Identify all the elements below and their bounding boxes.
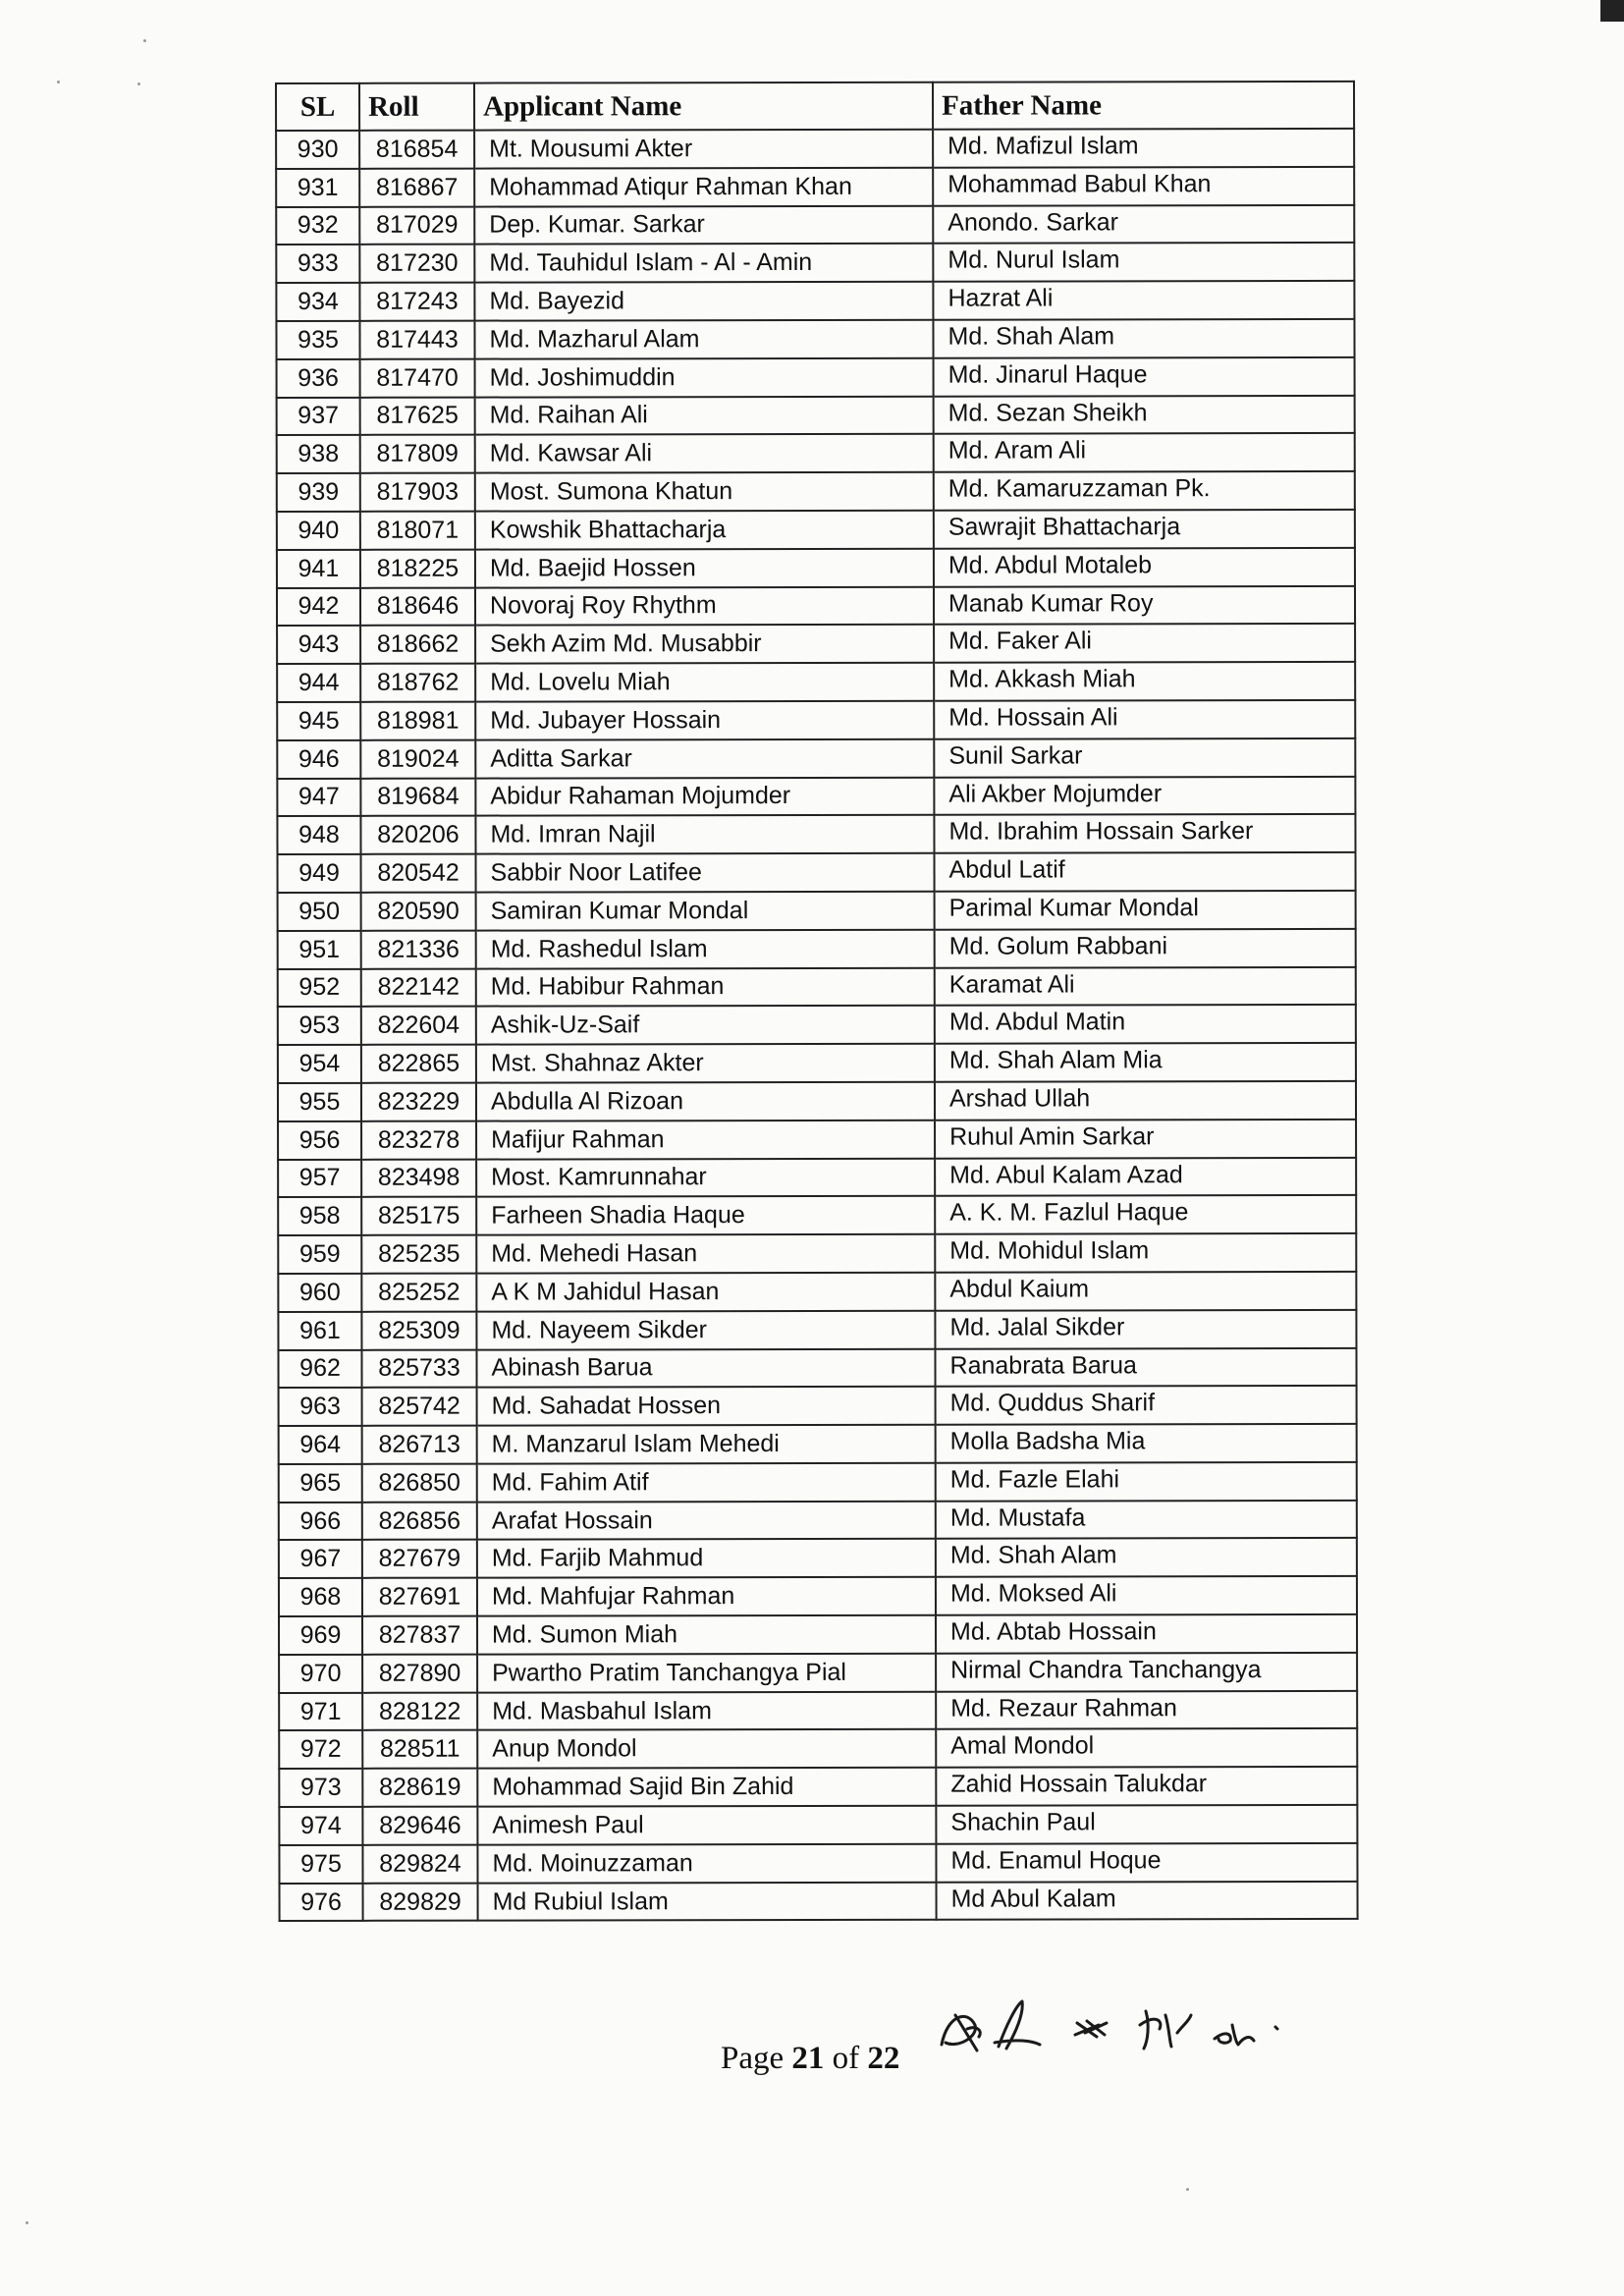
page-number: 21 [791,2041,825,2076]
cell-father-name: Md. Mustafa [936,1501,1357,1540]
cell-roll: 819024 [360,739,475,778]
cell-father-name: Sawrajit Bhattacharja [934,510,1355,549]
cell-sl: 972 [279,1730,362,1769]
cell-roll: 822865 [361,1045,476,1083]
cell-applicant-name: Kowshik Bhattacharja [475,511,934,550]
cell-sl: 941 [277,550,360,588]
cell-roll: 826850 [362,1463,477,1502]
cell-roll: 817243 [359,283,474,321]
table-row [278,966,1356,1007]
cell-roll: 827890 [362,1654,477,1692]
cell-applicant-name: Abidur Rahaman Mojumder [475,777,934,816]
cell-applicant-name: Md. Habibur Rahman [476,967,935,1007]
cell-roll: 825252 [361,1274,476,1312]
page-label: Page [721,2041,785,2076]
cell-sl: 949 [278,854,361,893]
cell-sl: 951 [278,931,361,969]
cell-roll: 828122 [362,1692,477,1730]
table-body [276,129,1357,1922]
cell-applicant-name: Animesh Paul [477,1806,936,1845]
table-row [277,700,1355,740]
cell-sl: 934 [276,283,359,321]
table-row [279,1767,1357,1807]
cell-applicant-name: Md. Sumon Miah [477,1615,936,1655]
cell-roll: 825309 [361,1311,476,1349]
cell-sl: 974 [279,1807,362,1845]
cell-applicant-name: Md. Rashedul Islam [476,929,935,968]
cell-roll: 817903 [360,473,475,512]
cell-roll: 818225 [360,549,475,587]
cell-roll: 817029 [359,206,474,245]
table-row [278,1310,1356,1350]
cell-applicant-name: Most. Kamrunnahar [476,1158,935,1197]
cell-father-name: Amal Mondol [936,1728,1357,1768]
cell-roll: 816867 [359,168,474,206]
cell-father-name: Md. Jinarul Haque [934,357,1355,397]
cell-father-name: Ranabrata Barua [935,1347,1356,1387]
table-row [279,1501,1357,1541]
cell-roll: 823278 [361,1121,476,1159]
cell-sl: 961 [278,1312,361,1350]
cell-roll: 820590 [361,893,476,931]
cell-sl: 948 [277,816,360,854]
cell-sl: 953 [278,1007,361,1045]
cell-sl: 950 [278,893,361,931]
table-header-row [276,82,1354,131]
applicant-table-wrapper [275,81,1357,1923]
table-row [277,548,1355,588]
table-row [276,167,1354,207]
cell-father-name: Md. Mohidul Islam [935,1233,1356,1273]
table-row [279,1691,1357,1731]
cell-roll: 829646 [362,1807,477,1845]
page-footer [721,2041,899,2077]
cell-roll: 818071 [360,512,475,550]
cell-father-name: Md. Rezaur Rahman [936,1691,1357,1730]
header-sl: SL [276,83,359,131]
cell-sl: 963 [279,1388,362,1426]
cell-sl: 958 [278,1197,361,1235]
cell-father-name: Md. Kamaruzzaman Pk. [934,471,1355,511]
cell-applicant-name: Mst. Shahnaz Akter [476,1044,935,1083]
cell-father-name: Md. Akkash Miah [934,662,1355,701]
cell-applicant-name: Md. Imran Najil [475,815,934,854]
table-row [279,1728,1357,1769]
cell-roll: 825733 [361,1349,476,1388]
cell-applicant-name: Md. Nayeem Sikder [476,1310,935,1349]
cell-father-name: Nirmal Chandra Tanchangya [936,1653,1357,1692]
cell-father-name: Md. Shah Alam [936,1538,1357,1577]
cell-father-name: Molla Badsha Mia [936,1424,1357,1463]
cell-father-name: A. K. M. Fazlul Haque [935,1195,1356,1234]
cell-applicant-name: Sekh Azim Md. Musabbir [475,625,934,664]
cell-sl: 942 [277,587,360,626]
table-row [276,129,1354,169]
table-row [278,1043,1356,1083]
cell-roll: 826713 [362,1426,477,1464]
cell-roll: 825175 [361,1197,476,1235]
cell-roll: 817470 [360,358,475,397]
cell-roll: 820542 [361,854,476,893]
cell-applicant-name: Md. Joshimuddin [475,357,934,397]
cell-father-name: Md. Abdul Motaleb [934,548,1355,587]
cell-father-name: Shachin Paul [936,1805,1357,1844]
cell-father-name: Arshad Ullah [935,1081,1356,1121]
cell-applicant-name: Mafijur Rahman [476,1120,935,1159]
cell-applicant-name: Mohammad Sajid Bin Zahid [477,1768,936,1807]
cell-father-name: Karamat Ali [935,966,1356,1006]
cell-sl: 933 [276,245,359,283]
table-row [279,1653,1357,1693]
cell-sl: 973 [279,1769,362,1807]
cell-father-name: Md. Hossain Ali [934,700,1355,739]
table-row [278,1233,1356,1274]
cell-applicant-name: Farheen Shadia Haque [476,1196,935,1235]
cell-father-name: Md. Abul Kalam Azad [935,1157,1356,1196]
scan-speck [137,82,140,85]
page-total: 22 [867,2041,900,2076]
cell-roll: 818646 [360,587,475,626]
cell-applicant-name: Pwartho Pratim Tanchangya Pial [477,1654,936,1693]
table-row [276,281,1354,321]
cell-sl: 937 [277,397,360,435]
cell-sl: 954 [278,1045,361,1083]
cell-applicant-name: Mt. Mousumi Akter [474,130,933,169]
cell-sl: 967 [279,1540,362,1578]
cell-father-name: Md. Nurul Islam [933,243,1354,282]
cell-father-name: Md. Golum Rabbani [935,929,1356,968]
cell-father-name: Zahid Hossain Talukdar [936,1767,1357,1806]
cell-roll: 829824 [362,1844,477,1883]
cell-applicant-name: Mohammad Atiqur Rahman Khan [474,168,933,207]
cell-father-name: Md. Enamul Hoque [936,1843,1357,1883]
cell-father-name: Md. Mafizul Islam [933,129,1354,168]
cell-applicant-name: A K M Jahidul Hasan [476,1273,935,1312]
cell-roll: 827679 [362,1540,477,1578]
cell-sl: 936 [277,359,360,398]
cell-applicant-name: Md. Tauhidul Islam - Al - Amin [474,244,933,283]
cell-sl: 955 [278,1083,361,1121]
cell-applicant-name: Md. Kawsar Ali [475,434,934,473]
scan-speck [57,81,60,83]
cell-roll: 823229 [361,1083,476,1121]
cell-roll: 816854 [359,131,474,169]
cell-applicant-name: Most. Sumona Khatun [475,472,934,512]
cell-applicant-name: Md. Jubayer Hossain [475,701,934,740]
cell-roll: 827691 [362,1578,477,1616]
cell-roll: 817625 [360,397,475,435]
cell-applicant-name: Sabbir Noor Latifee [476,853,935,893]
cell-sl: 944 [277,664,360,702]
cell-father-name: Md. Fazle Elahi [936,1462,1357,1502]
cell-applicant-name: Md. Bayezid [474,282,933,321]
cell-roll: 818762 [360,664,475,702]
cell-father-name: Md. Moksed Ali [936,1576,1357,1615]
cell-father-name: Md. Sezan Sheikh [934,395,1355,434]
cell-applicant-name: Dep. Kumar. Sarkar [474,205,933,245]
header-roll: Roll [359,83,474,131]
cell-sl: 970 [279,1655,362,1693]
table-row [279,1424,1357,1464]
cell-roll: 817230 [359,245,474,283]
cell-father-name: Parimal Kumar Mondal [935,891,1356,930]
cell-sl: 943 [277,626,360,664]
table-row [279,1576,1357,1616]
table-row [277,471,1355,512]
header-applicant-name: Applicant Name [474,82,933,131]
cell-sl: 964 [279,1426,362,1464]
cell-father-name: Mohammad Babul Khan [933,167,1354,206]
cell-roll: 819684 [360,778,475,816]
cell-father-name: Ruhul Amin Sarkar [935,1120,1356,1159]
cell-roll: 818981 [360,702,475,740]
cell-applicant-name: Md. Sahadat Hossen [477,1387,936,1426]
cell-father-name: Md. Ibrahim Hossain Sarker [934,814,1355,853]
table-row [277,395,1355,435]
cell-roll: 827837 [362,1616,477,1655]
table-row [278,852,1356,893]
table-row [280,1882,1358,1922]
handwritten-signatures [938,1986,1291,2064]
cell-applicant-name: M. Manzarul Islam Mehedi [477,1425,936,1464]
cell-father-name: Md. Aram Ali [934,433,1355,472]
table-row [279,1538,1357,1578]
page-of: of [832,2041,860,2076]
table-row [279,1386,1357,1426]
cell-sl: 947 [277,778,360,816]
cell-roll: 825742 [362,1388,477,1426]
header-father-name: Father Name [933,82,1354,130]
cell-father-name: Md. Abdul Matin [935,1005,1356,1044]
cell-roll: 818662 [360,626,475,664]
cell-applicant-name: Md. Mahfujar Rahman [477,1577,936,1616]
cell-sl: 975 [279,1845,362,1884]
cell-roll: 828511 [362,1730,477,1769]
table-row [278,1347,1356,1388]
cell-applicant-name: Md. Baejid Hossen [475,548,934,587]
table-row [279,1614,1357,1655]
cell-sl: 946 [277,740,360,779]
cell-applicant-name: Ashik-Uz-Saif [476,1006,935,1045]
scan-edge-mark [1600,0,1624,22]
cell-sl: 976 [280,1883,363,1921]
cell-father-name: Anondo. Sarkar [933,204,1354,244]
cell-roll: 823498 [361,1159,476,1197]
cell-roll: 822604 [361,1007,476,1045]
table-row [279,1805,1357,1845]
table-row [277,776,1355,816]
cell-roll: 820206 [360,816,475,854]
cell-sl: 938 [277,435,360,473]
cell-applicant-name: Abdulla Al Rizoan [476,1082,935,1121]
cell-applicant-name: Novoraj Roy Rhythm [475,586,934,626]
cell-sl: 969 [279,1616,362,1655]
cell-applicant-name: Md. Raihan Ali [475,396,934,435]
table-row [278,1120,1356,1160]
cell-applicant-name: Aditta Sarkar [475,738,934,778]
table-row [279,1462,1357,1503]
cell-sl: 956 [278,1121,361,1160]
cell-father-name: Md. Abtab Hossain [936,1614,1357,1654]
cell-sl: 939 [277,473,360,512]
cell-applicant-name: Md. Farjib Mahmud [477,1539,936,1578]
table-row [278,1272,1356,1312]
table-row [277,624,1355,664]
table-row [277,662,1355,702]
cell-applicant-name: Abinash Barua [476,1348,935,1388]
cell-sl: 960 [278,1274,361,1312]
cell-roll: 821336 [361,930,476,968]
table-row [277,510,1355,550]
cell-sl: 932 [276,206,359,245]
cell-father-name: Md. Shah Alam [933,319,1354,358]
cell-roll: 817809 [360,435,475,473]
cell-roll: 826856 [362,1502,477,1540]
scan-speck [26,2221,28,2224]
cell-applicant-name: Anup Mondol [477,1729,936,1769]
cell-sl: 931 [276,169,359,207]
cell-applicant-name: Md. Lovelu Miah [475,663,934,702]
cell-applicant-name: Samiran Kumar Mondal [476,892,935,931]
cell-applicant-name: Md Rubiul Islam [478,1882,937,1921]
cell-father-name: Md Abul Kalam [937,1882,1358,1921]
scan-speck [1186,2188,1189,2191]
table-row [279,1843,1357,1884]
cell-applicant-name: Md. Mehedi Hasan [476,1234,935,1274]
cell-applicant-name: Arafat Hossain [477,1501,936,1540]
cell-sl: 935 [276,321,359,359]
scan-speck [143,39,146,42]
applicant-table [275,81,1359,1923]
cell-applicant-name: Md. Fahim Atif [477,1463,936,1503]
cell-sl: 968 [279,1578,362,1616]
cell-father-name: Md. Jalal Sikder [935,1310,1356,1349]
cell-sl: 945 [277,702,360,740]
cell-father-name: Sunil Sarkar [934,738,1355,778]
cell-sl: 971 [279,1693,362,1731]
cell-sl: 966 [279,1503,362,1541]
cell-father-name: Abdul Latif [935,852,1356,892]
cell-father-name: Hazrat Ali [933,281,1354,320]
cell-roll: 825235 [361,1235,476,1274]
table-row [276,243,1354,283]
table-row [276,204,1354,245]
cell-father-name: Md. Shah Alam Mia [935,1043,1356,1082]
cell-sl: 965 [279,1464,362,1503]
cell-roll: 828619 [362,1769,477,1807]
cell-father-name: Md. Faker Ali [934,624,1355,663]
table-row [277,585,1355,626]
table-row [278,891,1356,931]
cell-father-name: Manab Kumar Roy [934,585,1355,625]
cell-father-name: Md. Quddus Sharif [936,1386,1357,1425]
table-row [278,1157,1356,1197]
table-row [278,1005,1356,1045]
table-row [277,814,1355,854]
cell-sl: 962 [278,1349,361,1388]
cell-sl: 959 [278,1235,361,1274]
cell-sl: 940 [277,512,360,550]
cell-applicant-name: Md. Masbahul Islam [477,1691,936,1730]
cell-roll: 829829 [363,1883,478,1921]
table-row [277,357,1355,398]
table-row [278,1081,1356,1121]
cell-applicant-name: Md. Moinuzzaman [477,1844,936,1884]
table-row [277,433,1355,473]
cell-sl: 930 [276,131,359,169]
table-row [276,319,1354,359]
cell-father-name: Ali Akber Mojumder [934,776,1355,815]
cell-sl: 957 [278,1159,361,1197]
cell-applicant-name: Md. Mazharul Alam [474,320,933,359]
cell-father-name: Abdul Kaium [935,1272,1356,1311]
table-row [277,738,1355,779]
table-row [278,1195,1356,1235]
table-row [278,929,1356,969]
cell-roll: 822142 [361,968,476,1007]
cell-sl: 952 [278,968,361,1007]
cell-roll: 817443 [359,321,474,359]
